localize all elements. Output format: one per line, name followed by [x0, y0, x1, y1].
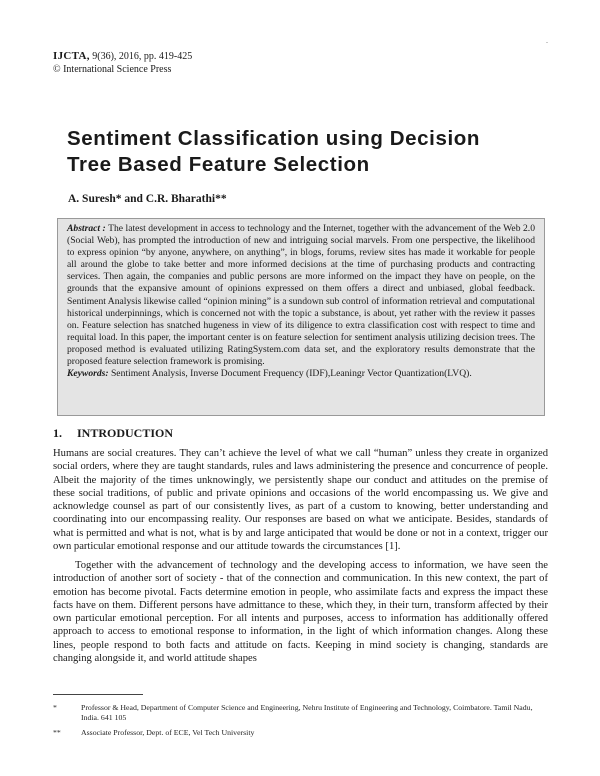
paper-title-line-2: Tree Based Feature Selection — [67, 153, 370, 176]
footnote-rule — [53, 694, 143, 695]
paper-title-line-1: Sentiment Classification using Decision — [67, 127, 480, 150]
section-number: 1. — [53, 426, 62, 440]
paper-authors: A. Suresh* and C.R. Bharathi** — [68, 193, 227, 205]
abstract-body — [67, 223, 535, 368]
paragraph-1: Humans are social creatures. They can’t achieve the level of what we call “human” unless they create in organized social orders, where they are taught standards, rules and laws administering the presence and concurrence of people. Albeit the majority of the times unknowingly, we persistently shape our conduct and attitudes on the premise of these social traditions, of public and private opinions and occasions of the world encompassing us. We give and acknowledge counsel as part of our consistently lives, as part of a custom to knowing, better understanding and coordinating into our encompassing reality. Our responses are based on what we anticipate. Besides, standards of what is permitted and what is not, what is by and large anticipated that would be done or not in a context, trigger our own particular emotional response and our attitude towards the circumstances [1]. — [53, 448, 548, 552]
footnote-1-mark: * — [53, 703, 57, 712]
footnote-2-text: Associate Professor, Dept. of ECE, Vel Tech University — [81, 728, 255, 737]
abstract-box — [57, 218, 545, 416]
footnote-2 — [53, 728, 546, 738]
journal-header — [53, 50, 192, 76]
abstract-text: The latest development in access to technology and the Internet, together with the advancement of the Web 2.0 (Social Web), has prompted the introduction of new and intriguing social marvels. From one perspective, the likelihood to express opinion “by anyone, anywhere, on anything”, in blogs, forums, review sites has made it workable for people all around the globe to take better and more informed decisions at the time of purchasing products and contracting services. Then again, the companies and public persons are more informed on the impact they have on people, on the grounds that the expansive amount of opinions expressed on them offers a direct and unbiased, global feedback. Sentiment Analysis likewise called “opinion mining” is a sundown sub control of information retrieval and computational historical underpinnings, which is concerned not with the topic a substance, is about, yet rather with the review it passes on. Feature selection has snatched hugeness in view of its diligence to extra classification cost with respect to time and requital load. In this paper, the important center is on feature selection for sentiment analysis utilizing decision trees. The proposed method is evaluated utilizing RatingSystem.com data set, and the exploratory results demonstrate that the proposed feature selection framework is promising. — [67, 223, 535, 368]
page-tick-mark: . — [546, 36, 548, 45]
keywords-line — [67, 368, 535, 380]
keywords-label: Keywords: — [67, 368, 109, 380]
journal-citation-line — [53, 50, 192, 63]
footnote-2-mark: ** — [53, 728, 61, 737]
journal-name: IJCTA, — [53, 50, 90, 62]
footnote-1 — [53, 703, 546, 723]
footnote-1-text: Professor & Head, Department of Computer Science and Engineering, Nehru Institute of Engineering and Technology, Coimbatore. Tamil Nadu, India. 641 105 — [81, 703, 533, 722]
journal-citation: 9(36), 2016, pp. 419-425 — [92, 51, 193, 62]
keywords-text: Sentiment Analysis, Inverse Document Frequency (IDF),Leaningr Vector Quantization(LVQ). — [108, 368, 472, 380]
paper-title — [67, 126, 547, 178]
abstract-label: Abstract : — [67, 223, 106, 234]
section-title: INTRODUCTION — [77, 426, 174, 440]
section-heading — [53, 426, 173, 441]
journal-copyright: © International Science Press — [53, 64, 172, 75]
section-body — [53, 447, 548, 665]
paragraph-2: Together with the advancement of technology and the developing access to information, we have seen the introduction of another sort of society - that of the connection and communication. In this new context, the part of emotion has become pivotal. Facts determine emotion in people, who assimilate facts and express the impact these facts have on them. Different persons have admittance to these, which they, in their turn, transform affected by their own particular emotional perception. For all intents and purposes, access to information has additionally offered approach to access to emotional response to information, in the light of which information changes. Along these lines, people respond to both facts and attitude on facts. Keeping in mind society is changing, standards are changing alongside it, and world attitude shapes — [53, 560, 548, 664]
